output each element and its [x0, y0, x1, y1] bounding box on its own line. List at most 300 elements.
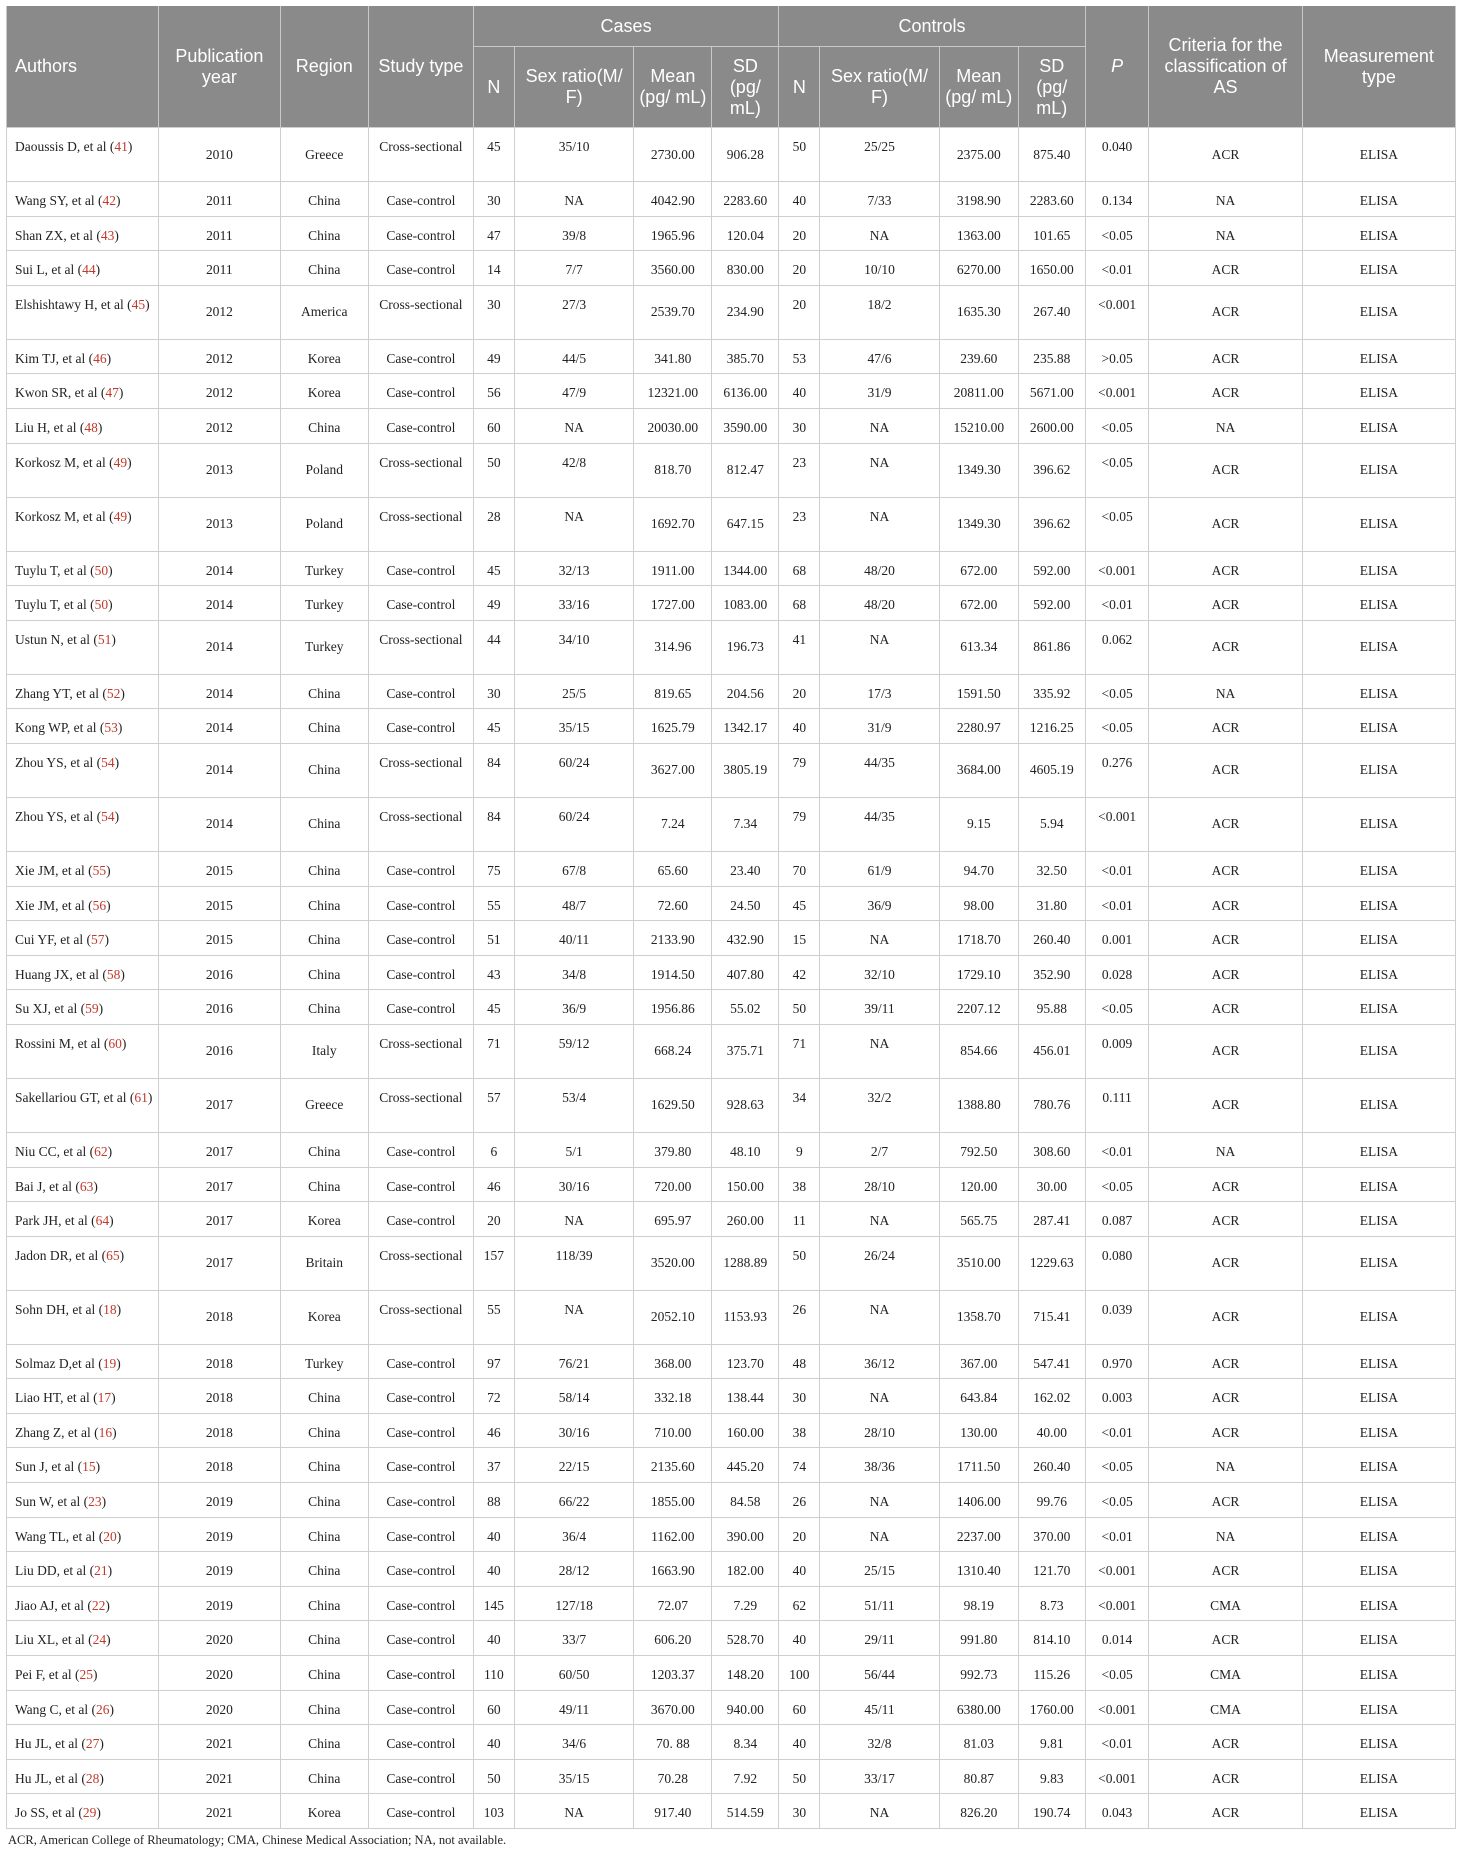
reference-link[interactable]: 29: [82, 1805, 97, 1821]
cell-controls-n: 50: [779, 1236, 820, 1290]
cell-criteria: ACR: [1149, 620, 1302, 674]
reference-link[interactable]: 60: [108, 1035, 122, 1051]
cell-publication-year: 2016: [159, 990, 280, 1025]
cell-measurement-type: ELISA: [1302, 797, 1455, 851]
cell-cases-mean: 1965.96: [634, 216, 712, 251]
cell-measurement-type: ELISA: [1302, 497, 1455, 551]
reference-link[interactable]: 65: [106, 1247, 120, 1263]
cell-controls-mean: 94.70: [939, 851, 1018, 886]
cell-cases-mean: 1625.79: [634, 709, 712, 744]
cell-controls-sex-ratio: 44/35: [820, 743, 939, 797]
cell-region: China: [280, 743, 368, 797]
author-name: Kwon SR, et al (: [15, 385, 106, 401]
reference-link[interactable]: 48: [84, 419, 98, 435]
cell-study-type: Cross-sectional: [368, 285, 473, 339]
cell-criteria: ACR: [1149, 374, 1302, 409]
cell-publication-year: 2012: [159, 285, 280, 339]
cell-criteria: ACR: [1149, 1794, 1302, 1829]
cell-p-value: <0.05: [1085, 674, 1149, 709]
header-criteria: Criteria for the classification of AS: [1149, 6, 1302, 128]
reference-link[interactable]: 54: [101, 754, 115, 770]
cell-cases-sex-ratio: NA: [514, 408, 633, 443]
reference-link[interactable]: 58: [106, 966, 121, 982]
reference-link[interactable]: 54: [101, 808, 115, 824]
cell-cases-n: 49: [473, 339, 514, 374]
cell-author: Liu H, et al (48): [7, 408, 159, 443]
reference-link[interactable]: 57: [91, 932, 105, 948]
table-row: [7, 1759, 1456, 1794]
cell-region: Britain: [280, 1236, 368, 1290]
cell-measurement-type: ELISA: [1302, 1167, 1455, 1202]
cell-p-value: 0.028: [1085, 955, 1149, 990]
cell-cases-n: 157: [473, 1236, 514, 1290]
reference-link[interactable]: 62: [94, 1143, 108, 1159]
cell-publication-year: 2021: [159, 1794, 280, 1829]
reference-link[interactable]: 56: [92, 897, 107, 913]
cell-controls-sex-ratio: NA: [820, 497, 939, 551]
cell-region: China: [280, 216, 368, 251]
cell-cases-n: 40: [473, 1725, 514, 1760]
cell-cases-mean: 710.00: [634, 1413, 712, 1448]
cell-study-type: Cross-sectional: [368, 797, 473, 851]
cell-cases-n: 43: [473, 955, 514, 990]
cell-criteria: ACR: [1149, 1202, 1302, 1237]
table-row: [7, 443, 1456, 497]
header-authors: Authors: [7, 6, 159, 128]
cell-study-type: Cross-sectional: [368, 1236, 473, 1290]
cell-criteria: ACR: [1149, 551, 1302, 586]
author-name: Sui L, et al (: [15, 262, 83, 278]
cell-measurement-type: ELISA: [1302, 374, 1455, 409]
cell-controls-sex-ratio: 38/36: [820, 1448, 939, 1483]
cell-criteria: ACR: [1149, 1379, 1302, 1414]
reference-link[interactable]: 63: [79, 1178, 94, 1194]
cell-controls-mean: 15210.00: [939, 408, 1018, 443]
reference-link[interactable]: 16: [98, 1424, 113, 1440]
cell-controls-sex-ratio: 32/10: [820, 955, 939, 990]
cell-publication-year: 2015: [159, 851, 280, 886]
cell-cases-sex-ratio: 60/24: [514, 743, 633, 797]
cell-cases-n: 46: [473, 1167, 514, 1202]
cell-publication-year: 2020: [159, 1621, 280, 1656]
cell-p-value: <0.05: [1085, 497, 1149, 551]
table-row: [7, 1552, 1456, 1587]
cell-p-value: <0.05: [1085, 1167, 1149, 1202]
cell-cases-mean: 7.24: [634, 797, 712, 851]
author-name: Jiao AJ, et al (: [15, 1597, 92, 1613]
cell-region: Greece: [280, 128, 368, 182]
cell-measurement-type: ELISA: [1302, 1202, 1455, 1237]
cell-controls-mean: 1729.10: [939, 955, 1018, 990]
cell-p-value: <0.001: [1085, 1586, 1149, 1621]
reference-link[interactable]: 20: [103, 1528, 117, 1544]
cell-study-type: Case-control: [368, 709, 473, 744]
cell-cases-mean: 379.80: [634, 1132, 712, 1167]
cell-author: Zhou YS, et al (54): [7, 743, 159, 797]
reference-link[interactable]: 43: [100, 227, 115, 243]
reference-link[interactable]: 24: [92, 1632, 107, 1648]
cell-controls-mean: 991.80: [939, 1621, 1018, 1656]
cell-cases-n: 75: [473, 851, 514, 886]
cell-controls-sex-ratio: NA: [820, 1794, 939, 1829]
cell-cases-sex-ratio: 67/8: [514, 851, 633, 886]
cell-cases-n: 37: [473, 1448, 514, 1483]
reference-link[interactable]: 27: [85, 1736, 100, 1752]
cell-controls-sd: 780.76: [1018, 1078, 1085, 1132]
table-row: [7, 1236, 1456, 1290]
cell-measurement-type: ELISA: [1302, 285, 1455, 339]
cell-cases-sex-ratio: NA: [514, 497, 633, 551]
cell-cases-mean: 695.97: [634, 1202, 712, 1237]
cell-criteria: ACR: [1149, 921, 1302, 956]
cell-cases-sex-ratio: 76/21: [514, 1344, 633, 1379]
cell-p-value: <0.05: [1085, 408, 1149, 443]
cell-criteria: NA: [1149, 216, 1302, 251]
cell-author: Tuylu T, et al (50): [7, 551, 159, 586]
cell-region: China: [280, 1167, 368, 1202]
cell-region: Italy: [280, 1024, 368, 1078]
cell-author: Xie JM, et al (55): [7, 851, 159, 886]
cell-cases-sex-ratio: 30/16: [514, 1167, 633, 1202]
cell-cases-n: 45: [473, 128, 514, 182]
cell-study-type: Cross-sectional: [368, 743, 473, 797]
table-row: [7, 1725, 1456, 1760]
reference-link[interactable]: 22: [91, 1597, 106, 1613]
cell-study-type: Case-control: [368, 851, 473, 886]
table-row: [7, 285, 1456, 339]
cell-controls-n: 60: [779, 1690, 820, 1725]
cell-cases-mean: 668.24: [634, 1024, 712, 1078]
cell-publication-year: 2018: [159, 1344, 280, 1379]
cell-cases-mean: 1629.50: [634, 1078, 712, 1132]
cell-controls-sd: 592.00: [1018, 551, 1085, 586]
table-row: [7, 182, 1456, 217]
cell-cases-n: 45: [473, 709, 514, 744]
cell-measurement-type: ELISA: [1302, 674, 1455, 709]
cell-criteria: NA: [1149, 1132, 1302, 1167]
author-name: Liu XL, et al (: [15, 1632, 93, 1648]
cell-cases-sex-ratio: 35/15: [514, 709, 633, 744]
cell-criteria: ACR: [1149, 1344, 1302, 1379]
cell-publication-year: 2012: [159, 374, 280, 409]
reference-link[interactable]: 25: [79, 1667, 94, 1683]
reference-link[interactable]: 17: [97, 1390, 112, 1406]
cell-p-value: 0.111: [1085, 1078, 1149, 1132]
cell-cases-sex-ratio: NA: [514, 1202, 633, 1237]
cell-controls-n: 79: [779, 743, 820, 797]
cell-controls-sd: 260.40: [1018, 1448, 1085, 1483]
cell-cases-sex-ratio: NA: [514, 1290, 633, 1344]
cell-cases-sex-ratio: NA: [514, 1794, 633, 1829]
cell-study-type: Case-control: [368, 1552, 473, 1587]
cell-p-value: 0.003: [1085, 1379, 1149, 1414]
cell-criteria: ACR: [1149, 1078, 1302, 1132]
cell-controls-mean: 2280.97: [939, 709, 1018, 744]
author-name: Zhang Z, et al (: [15, 1424, 99, 1440]
reference-link[interactable]: 45: [131, 296, 146, 312]
cell-region: China: [280, 1379, 368, 1414]
cell-study-type: Cross-sectional: [368, 620, 473, 674]
reference-link[interactable]: 46: [93, 350, 107, 366]
table-row: [7, 1078, 1456, 1132]
cell-p-value: <0.01: [1085, 586, 1149, 621]
cell-p-value: <0.01: [1085, 1517, 1149, 1552]
cell-region: China: [280, 674, 368, 709]
cell-controls-mean: 367.00: [939, 1344, 1018, 1379]
cell-criteria: ACR: [1149, 990, 1302, 1025]
reference-link[interactable]: 64: [95, 1213, 110, 1229]
cell-study-type: Case-control: [368, 251, 473, 286]
cell-cases-sex-ratio: 58/14: [514, 1379, 633, 1414]
cell-study-type: Case-control: [368, 1344, 473, 1379]
cell-cases-sex-ratio: 33/7: [514, 1621, 633, 1656]
header-controls: Controls: [779, 6, 1085, 47]
cell-region: Greece: [280, 1078, 368, 1132]
cell-publication-year: 2020: [159, 1690, 280, 1725]
cell-controls-sd: 5.94: [1018, 797, 1085, 851]
cell-controls-sd: 8.73: [1018, 1586, 1085, 1621]
author-name: Elshishtawy H, et al (: [15, 296, 132, 312]
cell-cases-mean: 1727.00: [634, 586, 712, 621]
author-name: Tuylu T, et al (: [15, 597, 95, 613]
cell-criteria: ACR: [1149, 128, 1302, 182]
cell-study-type: Cross-sectional: [368, 497, 473, 551]
cell-cases-n: 57: [473, 1078, 514, 1132]
cell-region: China: [280, 1656, 368, 1691]
reference-link[interactable]: 15: [82, 1459, 96, 1475]
cell-author: Cui YF, et al (57): [7, 921, 159, 956]
reference-link[interactable]: 50: [94, 562, 109, 578]
cell-measurement-type: ELISA: [1302, 1725, 1455, 1760]
cell-study-type: Case-control: [368, 1586, 473, 1621]
table-row: [7, 1132, 1456, 1167]
cell-controls-sex-ratio: NA: [820, 408, 939, 443]
cell-publication-year: 2012: [159, 339, 280, 374]
reference-link[interactable]: 49: [113, 454, 128, 470]
cell-author: Sun J, et al (15): [7, 1448, 159, 1483]
reference-link[interactable]: 23: [88, 1494, 102, 1510]
cell-controls-mean: 239.60: [939, 339, 1018, 374]
cell-controls-mean: 1349.30: [939, 443, 1018, 497]
cell-study-type: Case-control: [368, 921, 473, 956]
cell-measurement-type: ELISA: [1302, 1586, 1455, 1621]
cell-controls-sex-ratio: 28/10: [820, 1167, 939, 1202]
cell-cases-sd: 1342.17: [712, 709, 779, 744]
cell-criteria: ACR: [1149, 1167, 1302, 1202]
table-row: [7, 886, 1456, 921]
cell-controls-sex-ratio: 2/7: [820, 1132, 939, 1167]
cell-controls-mean: 613.34: [939, 620, 1018, 674]
cell-controls-n: 38: [779, 1167, 820, 1202]
cell-cases-mean: 1692.70: [634, 497, 712, 551]
cell-author: Tuylu T, et al (50): [7, 586, 159, 621]
cell-publication-year: 2018: [159, 1290, 280, 1344]
cell-controls-sd: 1229.63: [1018, 1236, 1085, 1290]
reference-link[interactable]: 18: [103, 1301, 117, 1317]
cell-controls-sex-ratio: 61/9: [820, 851, 939, 886]
reference-link[interactable]: 52: [106, 685, 121, 701]
reference-link[interactable]: 26: [96, 1701, 110, 1717]
cell-controls-n: 50: [779, 990, 820, 1025]
cell-controls-n: 74: [779, 1448, 820, 1483]
cell-controls-n: 15: [779, 921, 820, 956]
cell-study-type: Case-control: [368, 886, 473, 921]
cell-cases-mean: 341.80: [634, 339, 712, 374]
cell-study-type: Case-control: [368, 674, 473, 709]
cell-controls-sd: 287.41: [1018, 1202, 1085, 1237]
cell-criteria: ACR: [1149, 886, 1302, 921]
cell-controls-n: 34: [779, 1078, 820, 1132]
cell-controls-mean: 672.00: [939, 586, 1018, 621]
cell-controls-n: 68: [779, 586, 820, 621]
cell-controls-n: 45: [779, 886, 820, 921]
reference-link[interactable]: 55: [92, 862, 107, 878]
cell-cases-mean: 1855.00: [634, 1483, 712, 1518]
cell-cases-sex-ratio: 27/3: [514, 285, 633, 339]
cell-controls-mean: 2375.00: [939, 128, 1018, 182]
header-controls-mean: Mean (pg/ mL): [939, 47, 1018, 128]
cell-p-value: <0.01: [1085, 1725, 1149, 1760]
cell-cases-sex-ratio: 42/8: [514, 443, 633, 497]
cell-region: China: [280, 851, 368, 886]
cell-region: China: [280, 1132, 368, 1167]
table-footnote: ACR, American College of Rheumatology; CMA, Chinese Medical Association; NA, not available.: [8, 1833, 507, 1847]
author-name: Zhang YT, et al (: [15, 685, 107, 701]
cell-cases-sd: 260.00: [712, 1202, 779, 1237]
cell-controls-mean: 98.00: [939, 886, 1018, 921]
cell-p-value: <0.01: [1085, 251, 1149, 286]
cell-controls-mean: 80.87: [939, 1759, 1018, 1794]
reference-link[interactable]: 49: [113, 508, 128, 524]
cell-study-type: Cross-sectional: [368, 1290, 473, 1344]
table-row: [7, 921, 1456, 956]
table-row: [7, 216, 1456, 251]
cell-cases-sd: 830.00: [712, 251, 779, 286]
cell-controls-sd: 1216.25: [1018, 709, 1085, 744]
cell-p-value: <0.05: [1085, 1656, 1149, 1691]
author-name: Sohn DH, et al (: [15, 1301, 104, 1317]
table-row: [7, 408, 1456, 443]
reference-link[interactable]: 50: [94, 597, 109, 613]
cell-controls-mean: 3198.90: [939, 182, 1018, 217]
cell-controls-sd: 2283.60: [1018, 182, 1085, 217]
cell-cases-n: 50: [473, 443, 514, 497]
cell-measurement-type: ELISA: [1302, 1621, 1455, 1656]
cell-author: Elshishtawy H, et al (45): [7, 285, 159, 339]
table-row: [7, 1448, 1456, 1483]
author-name: Sun W, et al (: [15, 1494, 89, 1510]
cell-cases-sex-ratio: 40/11: [514, 921, 633, 956]
cell-cases-sd: 928.63: [712, 1078, 779, 1132]
cell-measurement-type: ELISA: [1302, 1078, 1455, 1132]
cell-author: Bai J, et al (63): [7, 1167, 159, 1202]
reference-link[interactable]: 21: [94, 1563, 108, 1579]
cell-cases-sex-ratio: 49/11: [514, 1690, 633, 1725]
cell-controls-n: 42: [779, 955, 820, 990]
cell-controls-sex-ratio: 36/12: [820, 1344, 939, 1379]
cell-p-value: 0.009: [1085, 1024, 1149, 1078]
cell-cases-mean: 819.65: [634, 674, 712, 709]
cell-controls-mean: 1635.30: [939, 285, 1018, 339]
cell-controls-mean: 643.84: [939, 1379, 1018, 1414]
cell-cases-mean: 3670.00: [634, 1690, 712, 1725]
cell-author: Korkosz M, et al (49): [7, 497, 159, 551]
cell-controls-sd: 2600.00: [1018, 408, 1085, 443]
reference-link[interactable]: 41: [114, 139, 128, 154]
cell-controls-sex-ratio: NA: [820, 1517, 939, 1552]
reference-link[interactable]: 19: [102, 1355, 117, 1371]
cell-measurement-type: ELISA: [1302, 886, 1455, 921]
reference-link[interactable]: 51: [97, 631, 112, 647]
author-name: Wang C, et al (: [15, 1701, 97, 1717]
cell-cases-n: 55: [473, 1290, 514, 1344]
reference-link[interactable]: 53: [104, 720, 118, 736]
cell-controls-mean: 3684.00: [939, 743, 1018, 797]
cell-controls-n: 40: [779, 1621, 820, 1656]
cell-controls-mean: 792.50: [939, 1132, 1018, 1167]
cell-cases-mean: 818.70: [634, 443, 712, 497]
table-row: [7, 851, 1456, 886]
cell-controls-sex-ratio: 31/9: [820, 374, 939, 409]
reference-link[interactable]: 59: [85, 1001, 99, 1017]
cell-controls-sex-ratio: 48/20: [820, 586, 939, 621]
cell-controls-sd: 235.88: [1018, 339, 1085, 374]
cell-controls-mean: 672.00: [939, 551, 1018, 586]
cell-criteria: ACR: [1149, 1413, 1302, 1448]
cell-cases-sex-ratio: 33/16: [514, 586, 633, 621]
cell-criteria: ACR: [1149, 709, 1302, 744]
cell-author: Wang SY, et al (42): [7, 182, 159, 217]
cell-measurement-type: ELISA: [1302, 620, 1455, 674]
reference-link[interactable]: 47: [105, 385, 119, 401]
cell-author: Liu DD, et al (21): [7, 1552, 159, 1587]
cell-cases-n: 97: [473, 1344, 514, 1379]
cell-p-value: <0.001: [1085, 551, 1149, 586]
reference-link[interactable]: 28: [85, 1770, 100, 1786]
reference-link[interactable]: 61: [134, 1089, 148, 1105]
cell-controls-sex-ratio: 25/15: [820, 1552, 939, 1587]
cell-controls-mean: 2207.12: [939, 990, 1018, 1025]
cell-controls-n: 40: [779, 1552, 820, 1587]
cell-cases-sex-ratio: 39/8: [514, 216, 633, 251]
author-name: Wang SY, et al (: [15, 193, 103, 208]
cell-controls-sex-ratio: 33/17: [820, 1759, 939, 1794]
cell-criteria: NA: [1149, 1448, 1302, 1483]
cell-controls-sd: 121.70: [1018, 1552, 1085, 1587]
cell-cases-sd: 8.34: [712, 1725, 779, 1760]
cell-cases-sex-ratio: 66/22: [514, 1483, 633, 1518]
cell-controls-mean: 1358.70: [939, 1290, 1018, 1344]
author-name: Su XJ, et al (: [15, 1001, 86, 1017]
cell-measurement-type: ELISA: [1302, 1656, 1455, 1691]
cell-cases-sd: 445.20: [712, 1448, 779, 1483]
table-row: [7, 955, 1456, 990]
cell-p-value: <0.05: [1085, 216, 1149, 251]
cell-measurement-type: ELISA: [1302, 851, 1455, 886]
cell-publication-year: 2014: [159, 743, 280, 797]
reference-link[interactable]: 44: [82, 262, 96, 278]
cell-controls-sd: 40.00: [1018, 1413, 1085, 1448]
reference-link[interactable]: 42: [102, 193, 117, 208]
cell-controls-sd: 814.10: [1018, 1621, 1085, 1656]
cell-cases-mean: 4042.90: [634, 182, 712, 217]
cell-criteria: NA: [1149, 674, 1302, 709]
cell-study-type: Case-control: [368, 955, 473, 990]
cell-region: China: [280, 182, 368, 217]
table-row: [7, 1344, 1456, 1379]
cell-cases-sd: 7.29: [712, 1586, 779, 1621]
cell-criteria: NA: [1149, 1517, 1302, 1552]
